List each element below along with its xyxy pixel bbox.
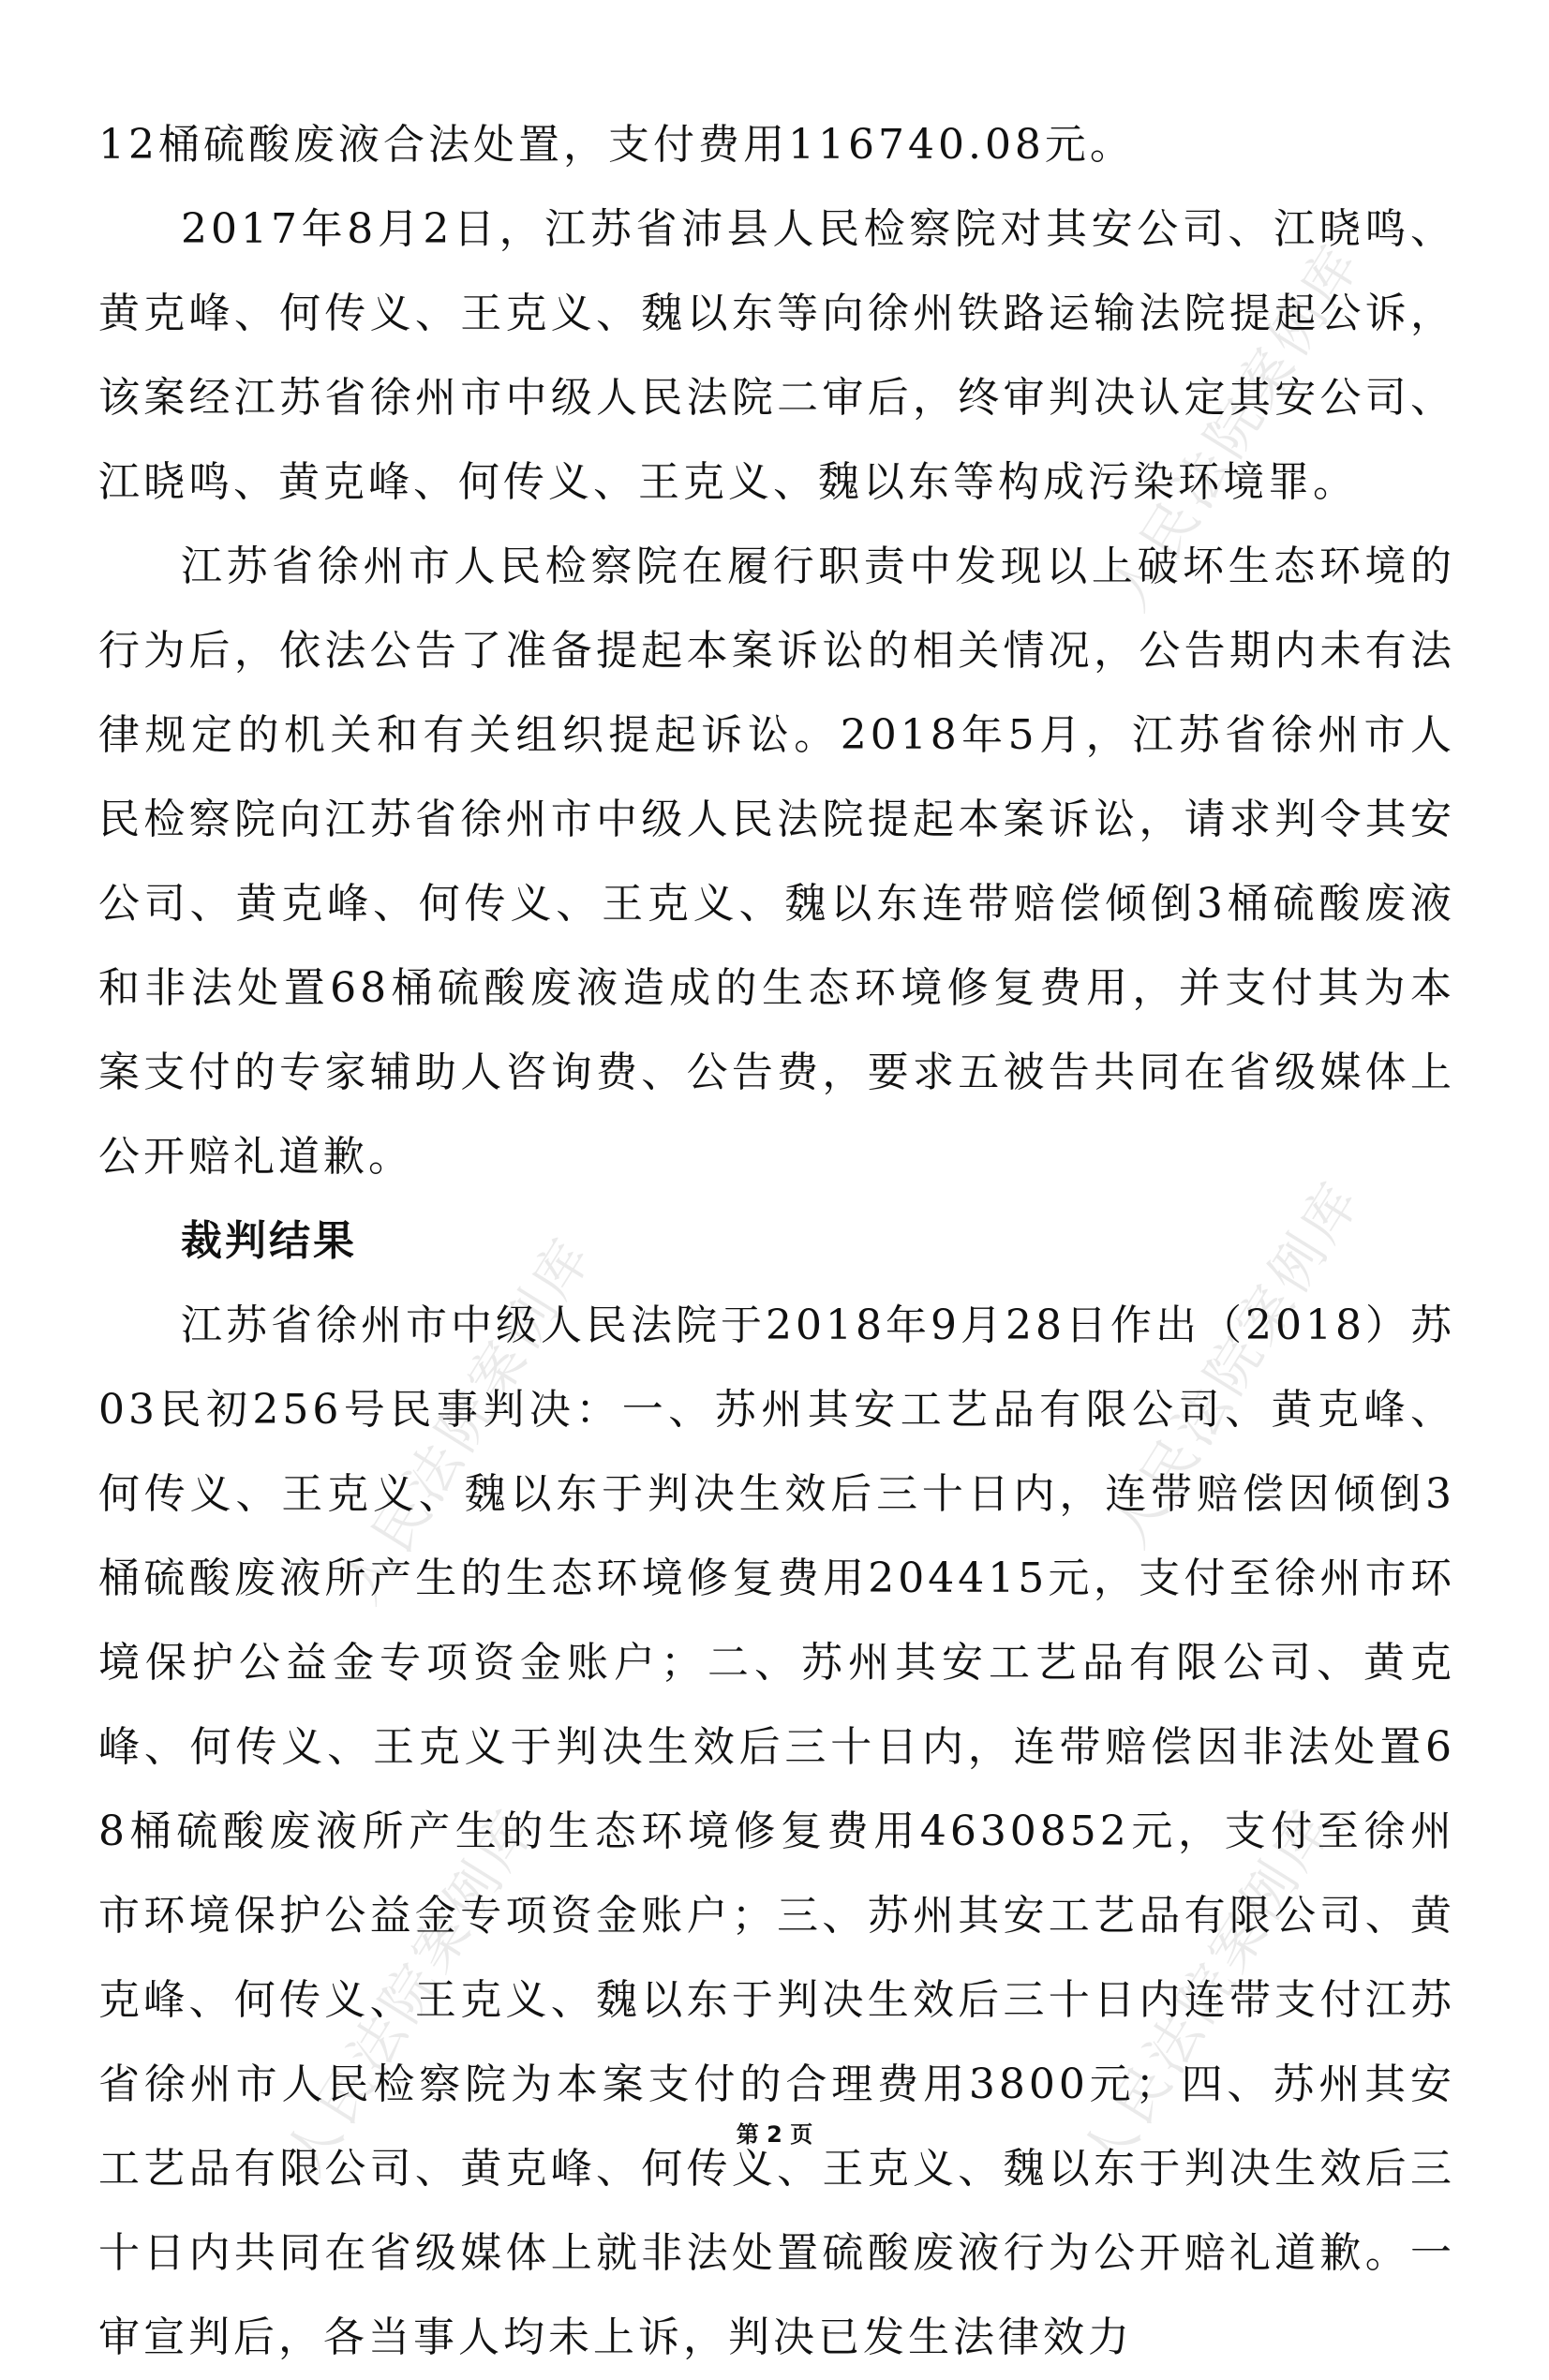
- watermark: 人民法院案例库: [1096, 231, 1374, 621]
- page-number: 第 2 页: [736, 2121, 813, 2148]
- paragraph-judgment: 江苏省徐州市中级人民法院于2018年9月28日作出（2018）苏03民初256号民事判决：一、苏州其安工艺品有限公司、黄克峰、何传义、王克义、魏以东于判决生效后三十日内，连带赔偿因倾倒3桶硫酸废液所产生的生态环境修复费用204415元，支付至徐州市环境保护公益金专项资金账户；二、苏州其安工艺品有限公司、黄克峰、何传义、王克义于判决生效后三十日内，连带赔偿因非法处置68桶硫酸废液所产生的生态环境修复费用4630852元，支付至徐州市环境保护公益金专项资金账户；三、苏州其安工艺品有限公司、黄克峰、何传义、王克义、魏以东于判决生效后三十日内连带支付江苏省徐州市人民检察院为本案支付的合理费用3800元；四、苏州其安工艺品有限公司、黄克峰、何传义、王克义、魏以东于判决生效后三十日内共同在省级媒体上就非法处置硫酸废液行为公开赔礼道歉。一审宣判后，各当事人均未上诉，判决已发生法律效力: [98, 1302, 1455, 2361]
- paragraph-prosecution: 2017年8月2日，江苏省沛县人民检察院对其安公司、江晓鸣、黄克峰、何传义、王克义、魏以东等向徐州铁路运输法院提起公诉，该案经江苏省徐州市中级人民法院二审后，终审判决认定其安公司、江晓鸣、黄克峰、何传义、王克义、魏以东等构成污染环境罪。: [98, 205, 1455, 506]
- paragraph-lawsuit: 江苏省徐州市人民检察院在履行职责中发现以上破坏生态环境的行为后，依法公告了准备提起本案诉讼的相关情况，公告期内未有法律规定的机关和有关组织提起诉讼。2018年5月，江苏省徐州市人民检察院向江苏省徐州市中级人民法院提起本案诉讼，请求判令其安公司、黄克峰、何传义、王克义、魏以东连带赔偿倾倒3桶硫酸废液和非法处置68桶硫酸废液造成的生态环境修复费用，并支付其为本案支付的专家辅助人咨询费、公告费，要求五被告共同在省级媒体上公开赔礼道歉。: [98, 543, 1455, 1181]
- watermark: 人民法院案例库: [272, 1795, 549, 2186]
- watermark: 人民法院案例库: [1068, 1795, 1346, 2186]
- watermark: 人民法院案例库: [328, 1224, 605, 1614]
- document-body: [98, 103, 1455, 2380]
- watermark: 人民法院案例库: [1096, 1168, 1374, 1558]
- paragraph-continued: 12桶硫酸废液合法处置，支付费用116740.08元。: [98, 121, 1135, 169]
- section-heading: 裁判结果: [181, 1217, 357, 1265]
